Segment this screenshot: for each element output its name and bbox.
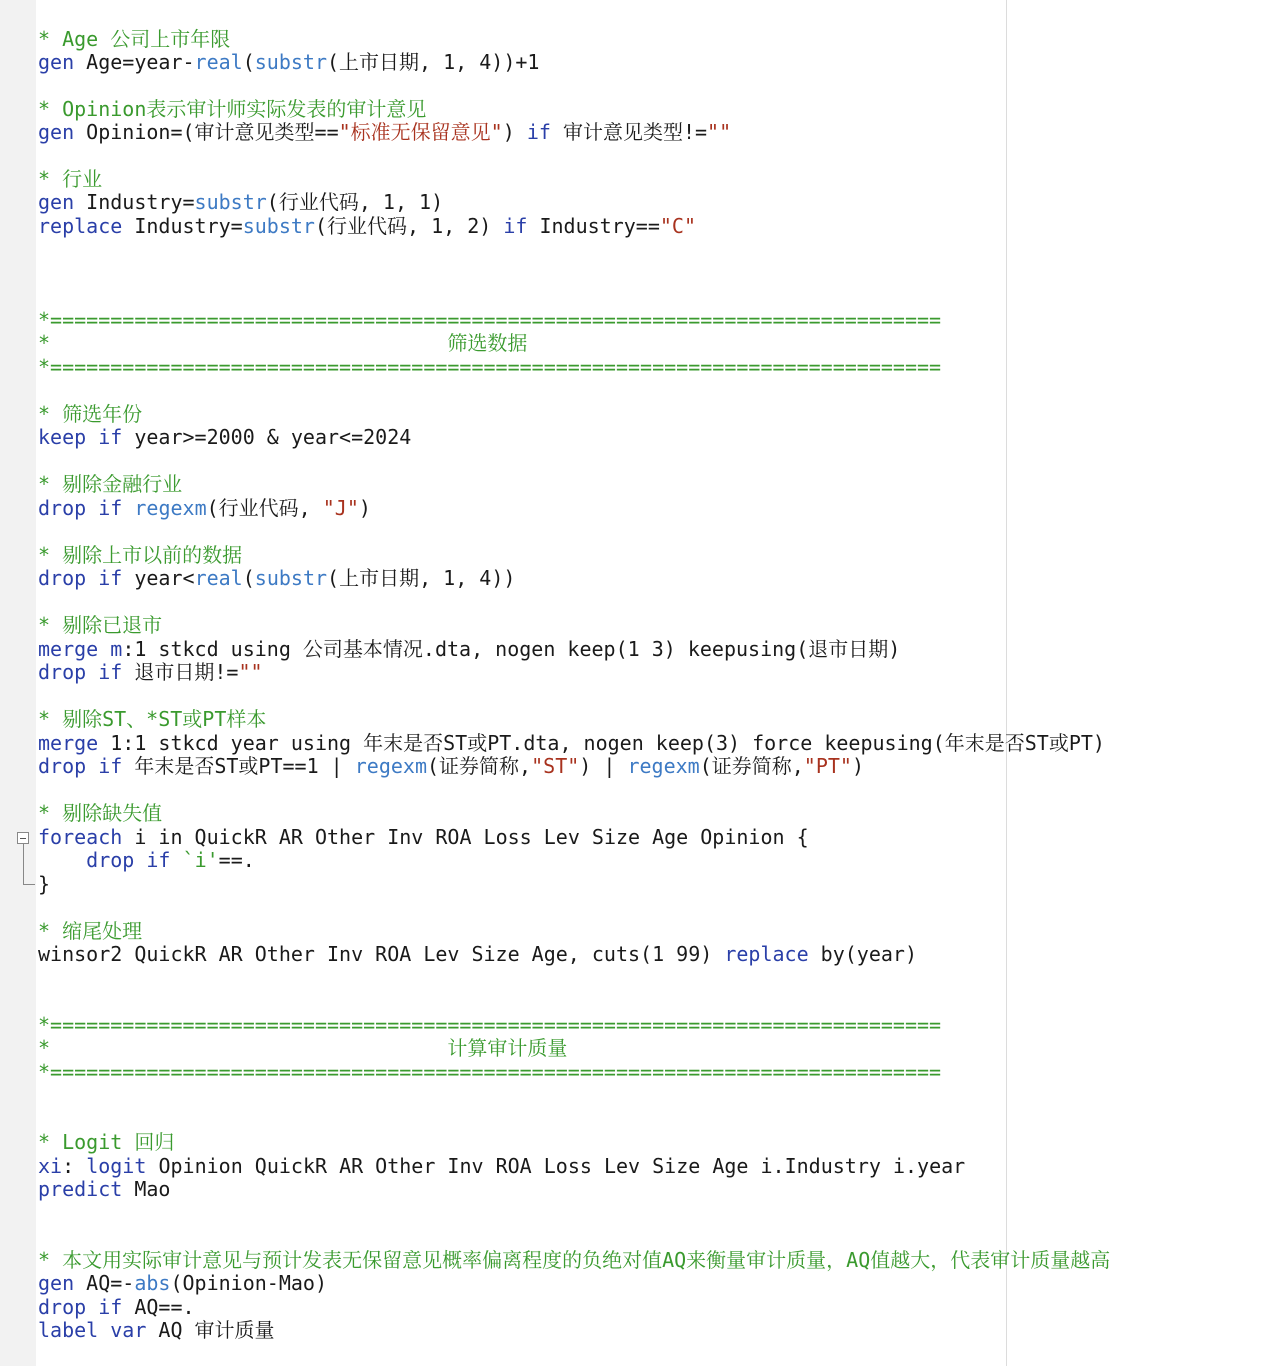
code-line[interactable] xyxy=(38,97,426,121)
code-token: i in QuickR AR Other Inv ROA Loss Lev Size Age Opinion { xyxy=(122,825,809,849)
code-token: * 筛选年份 xyxy=(38,402,143,426)
code-token xyxy=(86,754,98,778)
code-token: *========================================================================== xyxy=(38,1013,942,1037)
code-token: year< xyxy=(122,566,195,590)
editor-gutter xyxy=(0,0,36,1366)
code-token: substr xyxy=(254,566,328,590)
code-token: ==. xyxy=(218,848,255,872)
code-token: "C" xyxy=(659,214,697,238)
code-token: gen xyxy=(38,50,75,74)
code-token: (Opinion-Mao) xyxy=(170,1271,328,1295)
code-token: "" xyxy=(238,660,263,684)
code-line[interactable] xyxy=(38,566,515,590)
code-line[interactable] xyxy=(38,637,900,661)
code-token: } xyxy=(38,872,51,896)
code-line[interactable] xyxy=(38,1318,275,1342)
code-line[interactable] xyxy=(38,1295,195,1319)
code-token: "ST" xyxy=(531,754,580,778)
code-token: if xyxy=(98,754,123,778)
code-line[interactable] xyxy=(38,801,162,825)
code-token: * Logit 回归 xyxy=(38,1130,175,1154)
code-token: predict xyxy=(38,1177,123,1201)
code-token: "" xyxy=(707,120,732,144)
code-token: foreach xyxy=(38,825,123,849)
code-token: if xyxy=(98,496,123,520)
code-line[interactable] xyxy=(38,848,255,872)
code-token: : xyxy=(62,1154,87,1178)
code-token xyxy=(86,566,98,590)
code-token: substr xyxy=(242,214,315,238)
code-line[interactable] xyxy=(38,214,696,238)
code-line[interactable] xyxy=(38,707,266,731)
code-token xyxy=(122,496,134,520)
code-token: drop xyxy=(38,660,87,684)
code-line[interactable] xyxy=(38,919,142,943)
code-token: Industry== xyxy=(527,214,660,238)
collapse-block-icon[interactable] xyxy=(17,832,29,844)
code-token: Industry= xyxy=(74,190,195,214)
code-token xyxy=(170,848,182,872)
code-line[interactable] xyxy=(38,942,917,966)
code-token: * 本文用实际审计意见与预计发表无保留意见概率偏离程度的负绝对值AQ来衡量审计质量，AQ值越大，代表审计质量越高 xyxy=(38,1248,1111,1272)
code-line[interactable] xyxy=(38,425,411,449)
code-line[interactable] xyxy=(38,331,527,355)
code-token: if xyxy=(526,120,551,144)
code-line[interactable] xyxy=(38,1130,174,1154)
code-token: if xyxy=(503,214,528,238)
code-token: Mao xyxy=(122,1177,171,1201)
code-token: * 筛选数据 xyxy=(38,331,528,355)
code-token: xi xyxy=(38,1154,63,1178)
code-token: if xyxy=(146,848,171,872)
code-token: AQ=- xyxy=(74,1271,135,1295)
code-token: * 计算审计质量 xyxy=(38,1036,568,1060)
code-token: 年末是否ST或PT==1 | xyxy=(122,754,355,778)
code-line[interactable] xyxy=(38,1271,327,1295)
code-line[interactable] xyxy=(38,50,539,74)
code-line[interactable] xyxy=(38,1036,567,1060)
code-token: * 剔除上市以前的数据 xyxy=(38,543,243,567)
code-token: *========================================================================== xyxy=(38,308,942,332)
code-token: `i' xyxy=(182,848,219,872)
code-token: regexm xyxy=(134,496,207,520)
code-token xyxy=(86,425,98,449)
code-token: 退市日期!= xyxy=(122,660,239,684)
code-token: merge xyxy=(38,731,99,755)
code-line[interactable] xyxy=(38,472,182,496)
code-token xyxy=(98,1318,110,1342)
code-token: * Age 公司上市年限 xyxy=(38,27,231,51)
code-token: replace xyxy=(38,214,123,238)
code-line[interactable] xyxy=(38,496,371,520)
code-token: substr xyxy=(194,190,267,214)
code-token: regexm xyxy=(627,754,700,778)
code-token: drop xyxy=(38,754,87,778)
code-line[interactable] xyxy=(38,613,162,637)
code-token: (证券简称, xyxy=(427,754,532,778)
code-token xyxy=(98,637,110,661)
code-token: if xyxy=(98,566,123,590)
code-line[interactable] xyxy=(38,1248,1110,1272)
code-token: ( xyxy=(242,566,255,590)
code-token: real xyxy=(194,566,243,590)
code-token xyxy=(86,660,98,684)
code-token: * 剔除缺失值 xyxy=(38,801,163,825)
code-token: ) | xyxy=(579,754,628,778)
code-token: replace xyxy=(724,942,809,966)
code-token: Opinion QuickR AR Other Inv ROA Loss Lev Size Age i.Industry i.year xyxy=(146,1154,966,1178)
code-token xyxy=(86,1295,98,1319)
code-token: :1 stkcd using 公司基本情况.dta, nogen keep(1 3) keepusing(退市日期) xyxy=(122,637,901,661)
code-token: * Opinion表示审计师实际发表的审计意见 xyxy=(38,97,427,121)
code-token: Age=year- xyxy=(74,50,195,74)
code-token: (上市日期, 1, 4)) xyxy=(327,566,516,590)
code-token: substr xyxy=(254,50,328,74)
code-token: (行业代码, 1, 2) xyxy=(314,214,504,238)
code-line[interactable] xyxy=(38,402,142,426)
code-token: winsor2 QuickR AR Other Inv ROA Lev Size Age, cuts(1 99) xyxy=(38,942,725,966)
code-token: "J" xyxy=(322,496,359,520)
code-token: * 剔除ST、*ST或PT样本 xyxy=(38,707,267,731)
code-token: gen xyxy=(38,120,75,144)
code-token: real xyxy=(194,50,243,74)
code-token: ) xyxy=(851,754,865,778)
code-token: *========================================================================== xyxy=(38,1060,942,1084)
code-token: AQ==. xyxy=(122,1295,195,1319)
code-token: * 剔除金融行业 xyxy=(38,472,183,496)
code-token: (上市日期, 1, 4))+1 xyxy=(327,50,540,74)
code-token: (证券简称, xyxy=(699,754,804,778)
code-line[interactable] xyxy=(38,1013,941,1037)
code-token: Industry= xyxy=(122,214,243,238)
code-token: ) xyxy=(502,120,527,144)
code-token: drop xyxy=(38,496,87,520)
code-line[interactable] xyxy=(38,167,102,191)
code-token: drop xyxy=(38,566,87,590)
code-token: var xyxy=(110,1318,147,1342)
fold-range-end xyxy=(23,884,35,885)
code-line[interactable] xyxy=(38,1154,965,1178)
code-token: merge xyxy=(38,637,99,661)
code-token: AQ 审计质量 xyxy=(146,1318,275,1342)
code-token: regexm xyxy=(354,754,428,778)
code-line[interactable] xyxy=(38,1177,170,1201)
code-token xyxy=(134,848,146,872)
code-line[interactable] xyxy=(38,872,50,896)
code-line[interactable] xyxy=(38,190,443,214)
code-token: gen xyxy=(38,190,75,214)
code-line[interactable] xyxy=(38,825,809,849)
code-token: year>=2000 & year<=2024 xyxy=(122,425,412,449)
fold-range-line xyxy=(23,844,24,884)
code-token: 1:1 stkcd year using 年末是否ST或PT.dta, nogen keep(3) force keepusing(年末是否ST或PT) xyxy=(98,731,1105,755)
right-margin-guide xyxy=(1006,0,1007,1366)
code-token: (行业代码, xyxy=(206,496,323,520)
code-line[interactable] xyxy=(38,660,263,684)
code-line[interactable] xyxy=(38,308,941,332)
code-token: m xyxy=(110,637,123,661)
code-token: *========================================================================== xyxy=(38,355,942,379)
code-token: if xyxy=(98,1295,123,1319)
code-token: (行业代码, 1, 1) xyxy=(266,190,444,214)
code-token: by(year) xyxy=(808,942,918,966)
code-token: ( xyxy=(242,50,255,74)
code-token: if xyxy=(98,660,123,684)
code-token: label xyxy=(38,1318,99,1342)
code-token xyxy=(38,848,86,872)
code-line[interactable] xyxy=(38,27,230,51)
code-token: * 缩尾处理 xyxy=(38,919,143,943)
code-token: drop xyxy=(86,848,135,872)
code-token: keep xyxy=(38,425,87,449)
code-token: ) xyxy=(358,496,371,520)
code-token: gen xyxy=(38,1271,75,1295)
code-token: logit xyxy=(86,1154,147,1178)
code-line[interactable] xyxy=(38,754,864,778)
code-token: abs xyxy=(134,1271,171,1295)
code-line[interactable] xyxy=(38,1060,941,1084)
code-token: Opinion=(审计意见类型== xyxy=(74,120,339,144)
code-line[interactable] xyxy=(38,731,1105,755)
code-line[interactable] xyxy=(38,543,242,567)
code-token: if xyxy=(98,425,123,449)
code-token: 审计意见类型!= xyxy=(550,120,708,144)
code-line[interactable] xyxy=(38,355,941,379)
code-token: "PT" xyxy=(803,754,852,778)
code-token: * 行业 xyxy=(38,167,103,191)
code-token: "标准无保留意见" xyxy=(338,120,503,144)
code-token: drop xyxy=(38,1295,87,1319)
code-token: * 剔除已退市 xyxy=(38,613,163,637)
code-line[interactable] xyxy=(38,120,731,144)
code-token xyxy=(86,496,98,520)
